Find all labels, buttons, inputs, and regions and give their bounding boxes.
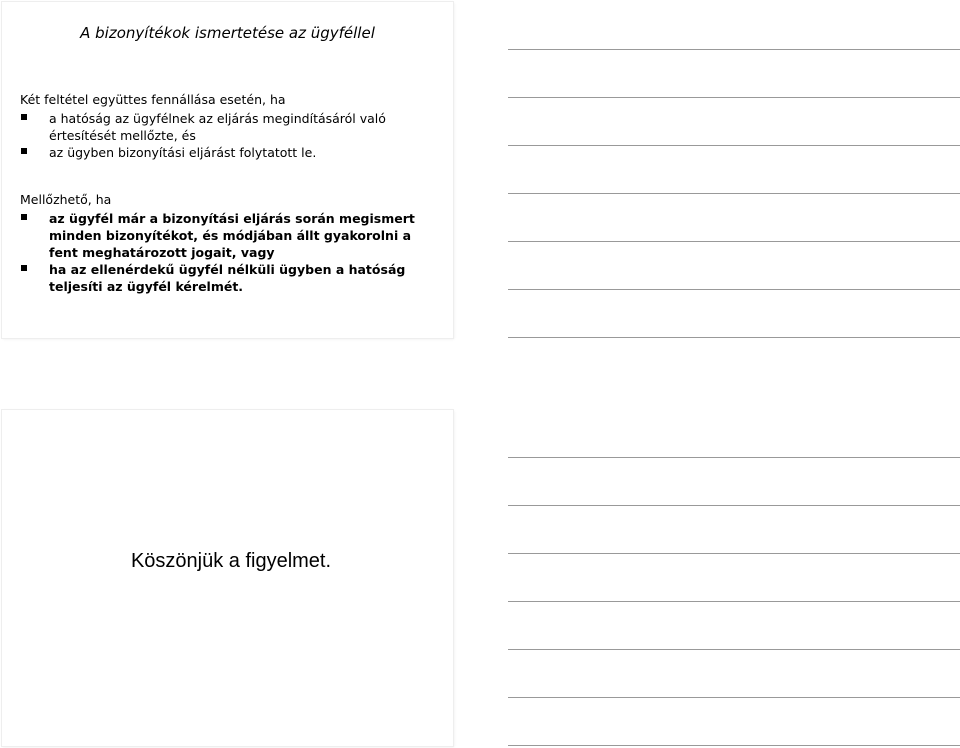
conditions-block	[20, 91, 443, 161]
conditions-list	[20, 110, 443, 161]
notes-area-1	[508, 0, 960, 345]
list-item: ha az ellenérdekű ügyfél nélküli ügyben a hatóság teljesíti az ügyfél kérelmét.	[20, 261, 443, 295]
note-line	[508, 337, 960, 338]
omission-list	[20, 210, 443, 295]
note-line	[508, 601, 960, 602]
slide-1	[2, 2, 453, 338]
closing-text: Köszönjük a figyelmet.	[130, 550, 332, 572]
note-line	[508, 289, 960, 290]
note-line	[508, 553, 960, 554]
list-item: az ügyfél már a bizonyítási eljárás során megismert minden bizonyítékot, és módjában állt gyakorolni a fent meghatározott jogait, vagy	[20, 210, 443, 261]
note-line	[508, 193, 960, 194]
omission-block	[20, 191, 443, 295]
list-item: az ügyben bizonyítási eljárást folytatott le.	[20, 144, 443, 161]
note-line	[508, 697, 960, 698]
note-line	[508, 241, 960, 242]
list-item: a hatóság az ügyfélnek az eljárás megindításáról való értesítését mellőzte, és	[20, 110, 443, 144]
slide-2	[2, 410, 453, 746]
note-line	[508, 505, 960, 506]
note-line	[508, 745, 960, 746]
note-line	[508, 145, 960, 146]
note-line	[508, 457, 960, 458]
note-line	[508, 49, 960, 50]
slide-title: A bizonyítékok ismertetése az ügyféllel	[80, 24, 375, 42]
note-line	[508, 649, 960, 650]
conditions-heading: Két feltétel együttes fennállása esetén, ha	[20, 92, 286, 107]
note-line	[508, 97, 960, 98]
omission-heading: Mellőzhető, ha	[20, 192, 112, 207]
notes-area-2	[508, 410, 960, 748]
